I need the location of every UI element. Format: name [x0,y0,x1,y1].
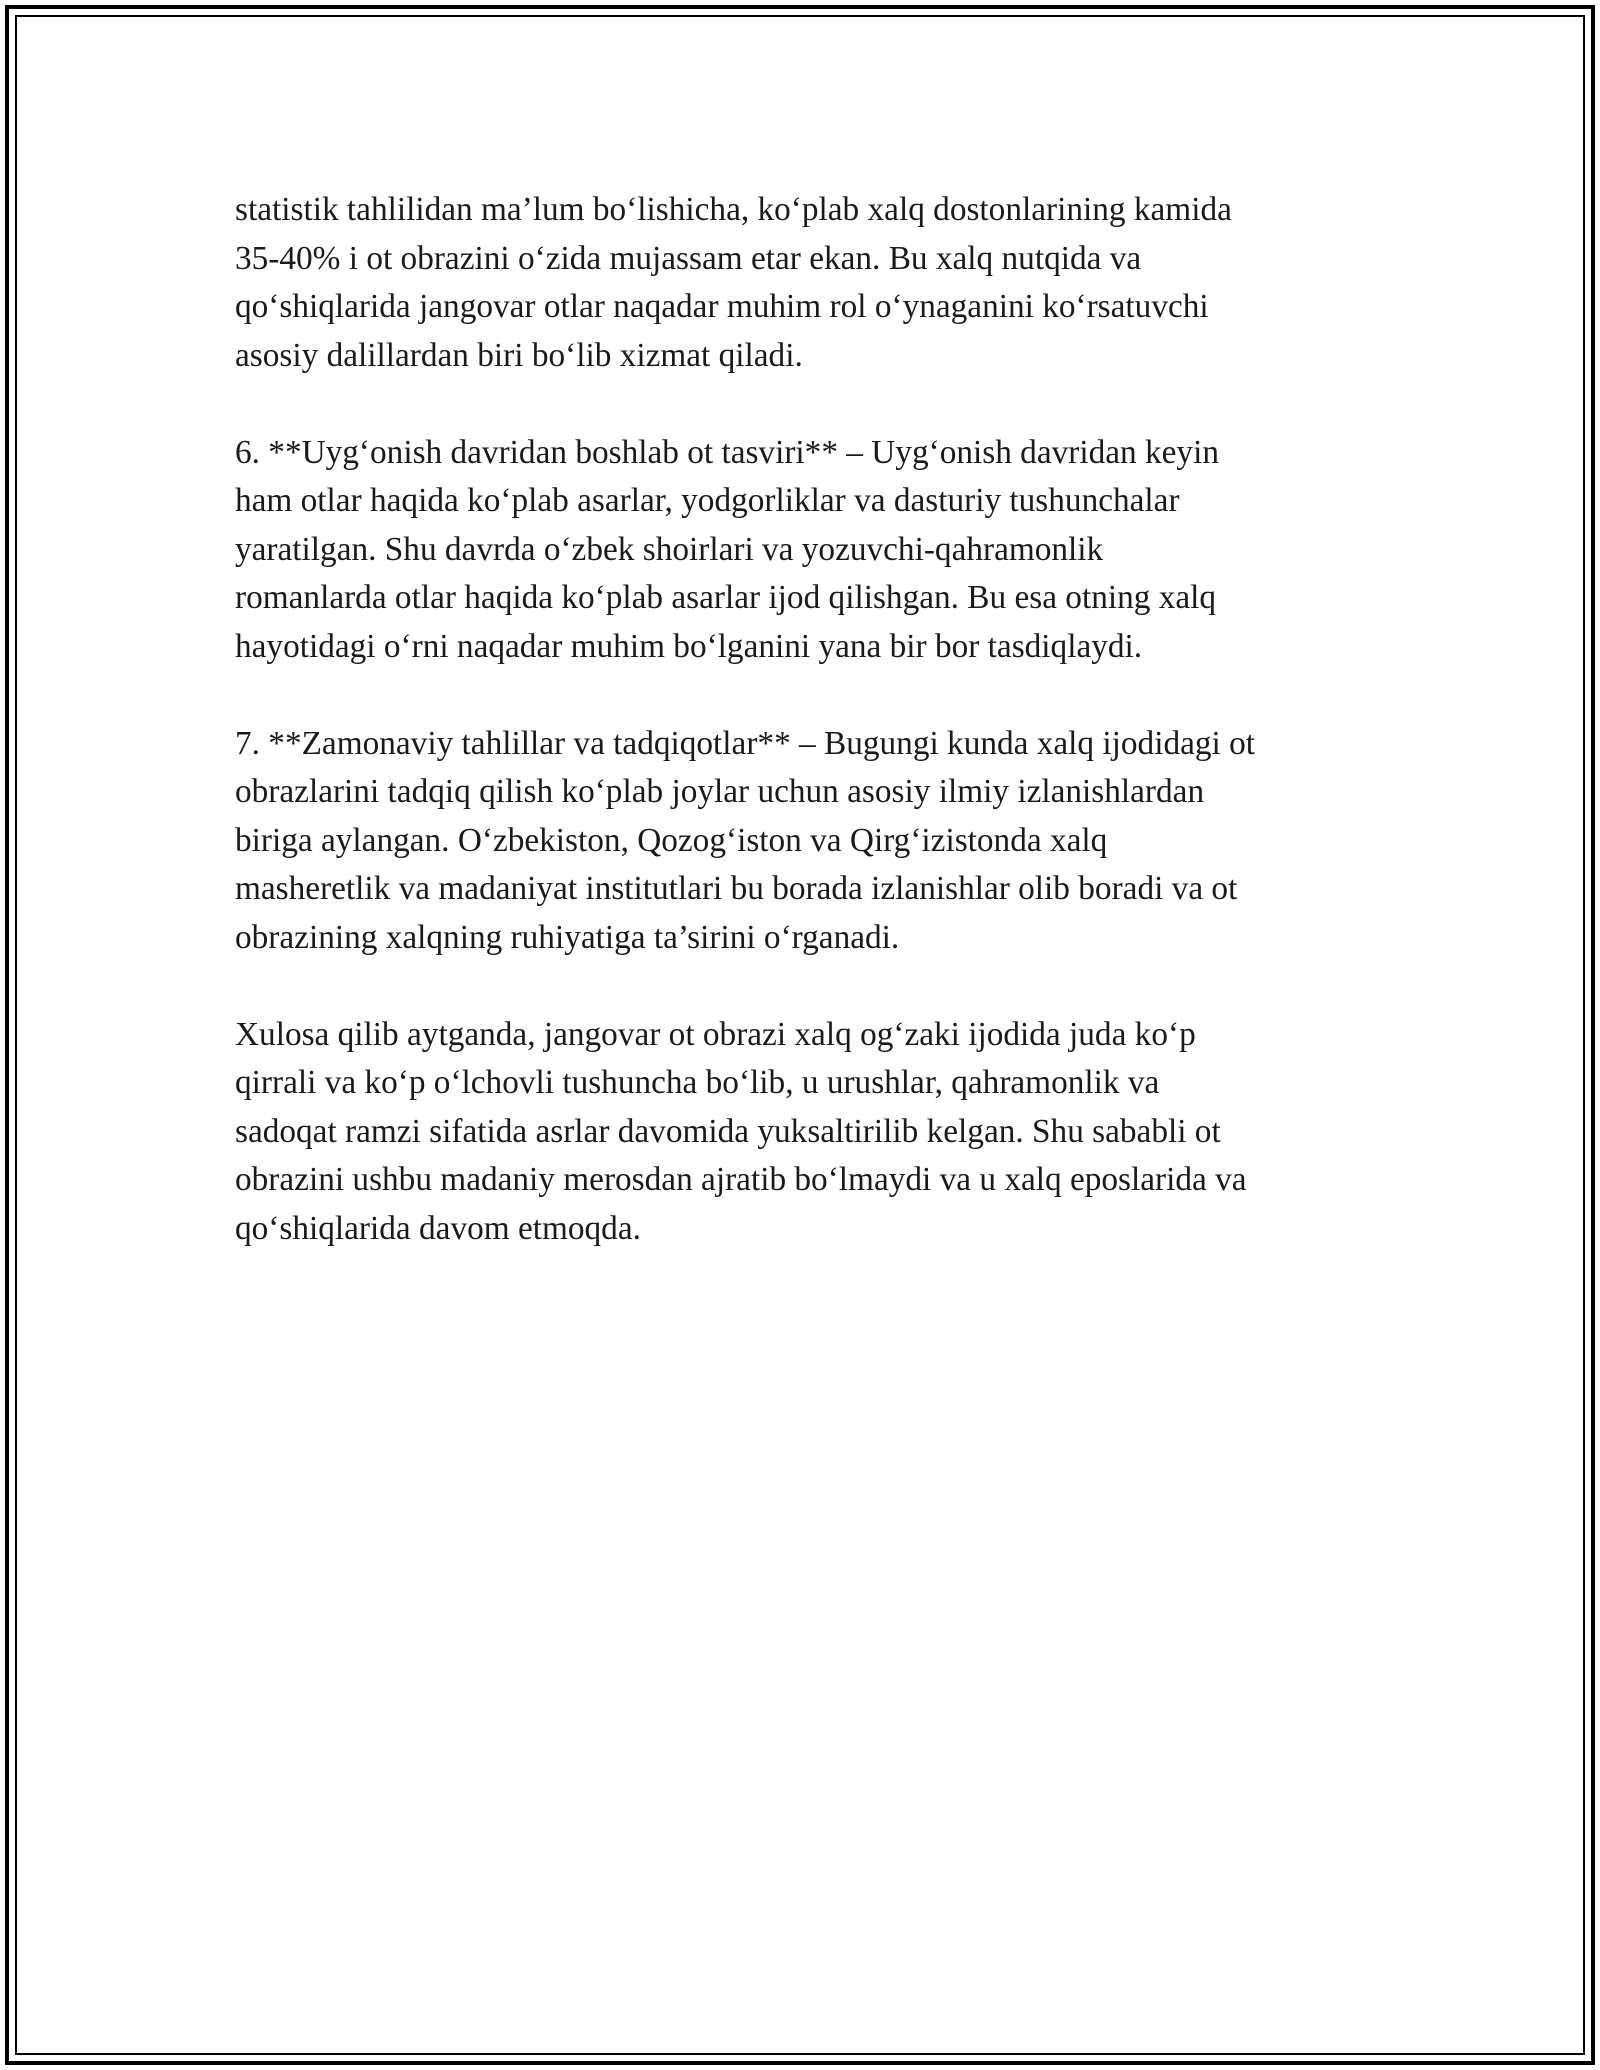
paragraph-modern-research: 7. **Zamonaviy tahlillar va tadqiqotlar** – Bugungi kunda xalq ijodidagi ot obrazlarini tadqiq qilish ko‘plab joylar uchun asosiy ilmiy izlanishlardan biriga aylangan. O‘zbekiston, Qozog‘iston va Qirg‘izistonda xalq masheretlik va madaniyat institutlari bu borada izlanishlar olib boradi va ot obrazining xalqning ruhiyatiga ta’sirini o‘rganadi. [235,724,1255,956]
paragraph-statistics: statistik tahlilidan ma’lum bo‘lishicha, ko‘plab xalq dostonlarining kamida 35-40% i ot obrazini o‘zida mujassam etar ekan. Bu xalq nutqida va qo‘shiqlarida jangovar otlar naqadar muhim rol o‘ynaganini ko‘rsatuvchi asosiy dalillardan biri bo‘lib xizmat qiladi. [235,191,1232,374]
document-body [235,186,1385,1302]
paragraph-renaissance-horse-image: 6. **Uyg‘onish davridan boshlab ot tasviri** – Uyg‘onish davridan keyin ham otlar haqida ko‘plab asarlar, yodgorliklar va dasturiy tushunchalar yaratilgan. Shu davrda o‘zbek shoirlari va yozuvchi-qahramonlik romanlarda otlar haqida ko‘plab asarlar ijod qilishgan. Bu esa otning xalq hayotidagi o‘rni naqadar muhim bo‘lganini yana bir bor tasdiqlaydi. [235,433,1219,665]
paragraph-conclusion: Xulosa qilib aytganda, jangovar ot obrazi xalq og‘zaki ijodida juda ko‘p qirrali va ko‘p o‘lchovli tushuncha bo‘lib, u urushlar, qahramonlik va sadoqat ramzi sifatida asrlar davomida yuksaltirilib kelgan. Shu sababli ot obrazini ushbu madaniy merosdan ajratib bo‘lmaydi va u xalq eposlarida va qo‘shiqlarida davom etmoqda. [235,1015,1247,1247]
